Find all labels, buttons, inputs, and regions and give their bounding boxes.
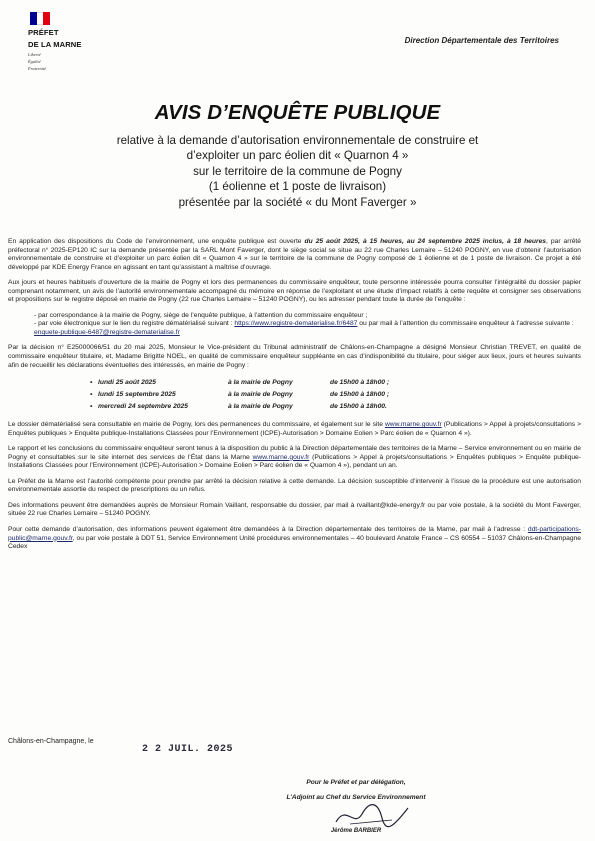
prefet-line-1: PRÉFET — [28, 28, 59, 37]
signature-delegation: Pour le Préfet et par délégation, — [306, 779, 406, 786]
permanence-schedule — [8, 377, 581, 413]
schedule-row: • mercredi 24 septembre 2025 à la mairie de Pogny de 15h00 à 18h00. — [8, 401, 581, 413]
paragraph-authority: Le Préfet de la Marne est l’autorité compétente pour prendre par arrêté la décision relative à cette demande. La décision susceptible d’intervenir à l’issue de la procédure est une autorisation environnementale assortie du respect de prescriptions ou un refus. — [8, 477, 581, 494]
prefet-logo — [28, 12, 118, 71]
signature-role: L’Adjoint au Chef du Service Environnement — [286, 794, 426, 801]
schedule-row: • lundi 25 août 2025 à la mairie de Pogny de 15h00 à 18h00 ; — [8, 377, 581, 389]
motto-fraternite: Fraternité — [28, 65, 47, 71]
bullet-dot-icon: • — [90, 403, 93, 411]
notice-body — [8, 238, 581, 559]
motto-liberte: Liberté — [28, 51, 41, 57]
bullet-electronic: - par voie électronique sur le lien du registre dématérialisé suivant : https://www.registre-dematerialise.fr/6487 ou par mail à l’attention du commissaire enquêteur à l’adresse suivante : enquete-publique-6487@registre-dematerialise.fr — [34, 320, 574, 336]
paragraph-commissioner: Par la décision n° E25000066/51 du 20 mai 2025, Monsieur le Vice-président du Tribunal administratif de Châlons-en-Champagne a désigné Monsieur Christian TREVET, en qualité de commissaire enquêteur titulaire, et, Madame Brigitte NOEL, en qualité de commissaire enquêteur suppléante en cas d’indisponibilité du titulaire, pour siéger aux lieux, jours et heures suivants afin de recueillir les déclarations éventuelles des intéressés, en mairie de Pogny : — [8, 344, 581, 369]
subtitle-line-2: d’exploiter un parc éolien dit « Quarnon 4 » — [186, 149, 409, 163]
marne-gouv-link[interactable]: www.marne.gouv.fr — [384, 421, 442, 429]
registre-email-link[interactable]: enquete-publique-6487@registre-dematerialise.fr — [34, 328, 180, 336]
ddt-email-link[interactable]: ddt-participations-public@marne.gouv.fr — [8, 526, 581, 542]
handwritten-signature — [332, 800, 412, 830]
bullet-dot-icon: • — [90, 379, 93, 387]
signatory-name: Jérôme BARBIER — [330, 828, 382, 834]
direction-header: Direction Départementale des Territoires — [404, 36, 559, 45]
subtitle-line-3: sur le territoire de la commune de Pogny — [193, 164, 402, 178]
paragraph-consultation: Aux jours et heures habituels d’ouverture de la mairie de Pogny et lors des permanences du commissaire enquêteur, toute personne intéressée pourra consulter l’intégralité du dossier papier comprenant notamment, un avis de l’autorité environnementale accompagné du mémoire en réponse de l’exploitant et une étude d’impact relatifs à cette requête et consigner ses observations et propositions sur le registre déposé en mairie de Pogny (22 rue Charles Lemaire – 51240 POGNY), ou les adresser pendant toute la durée de l’enquête : — [8, 279, 581, 304]
paragraph-contact: Des informations peuvent être demandées auprès de Monsieur Romain Vaillant, responsable du dossier, par mail à rvaillant@kde-energy.fr ou par voie postale, à la société du Mont Faverger, située 22 rue Charles Lemaire – 51240 POGNY. — [8, 501, 581, 518]
registre-link[interactable]: https://www.registre-dematerialise.fr/6487 — [234, 320, 358, 328]
submission-methods — [8, 312, 581, 338]
paragraph-online-file: Le dossier dématérialisé sera consultable en mairie de Pogny, lors des permanences du commissaire, et également sur le site www.marne.gouv.fr (Publications > Appel à projets/consultations > Enquêtes publiques > Enquête publique-Installations Classées pour l’Environnement (ICPE)-Autorisation > Domaine Eolien > Parc éolien de « Quarnon 4 »). — [8, 421, 582, 437]
date-stamp: 2 2 JUIL. 2025 — [142, 744, 234, 755]
tricolor-flag-icon — [30, 12, 50, 25]
bullet-correspondence: - par correspondance à la mairie de Pogny, siège de l’enquête publique, à l’attention du commissaire enquêteur ; — [34, 311, 368, 319]
enquiry-dates: du 25 août 2025, à 15 heures, au 24 septembre 2025 inclus, à 18 heures — [304, 238, 547, 245]
bullet-dot-icon: • — [90, 391, 93, 399]
prefet-line-2: DE LA MARNE — [28, 40, 82, 50]
subtitle-line-5: présentée par la société « du Mont Faverger » — [178, 195, 417, 209]
marne-gouv-link[interactable]: www.marne.gouv.fr — [252, 453, 310, 461]
place-date-label: Châlons-en-Champagne, le — [8, 738, 94, 745]
page-title: AVIS D’ENQUÊTE PUBLIQUE — [154, 101, 441, 124]
subtitle — [0, 133, 595, 210]
motto-egalite: Égalité — [28, 58, 41, 64]
schedule-row: • lundi 15 septembre 2025 à la mairie de Pogny de 15h00 à 18h00 ; — [8, 389, 581, 401]
subtitle-line-1: relative à la demande d’autorisation environnementale de construire et — [116, 134, 479, 147]
paragraph-opening: En application des dispositions du Code de l’environnement, une enquête publique est ouverte du 25 août 2025, à 15 heures, au 24 septembre 2025 inclus, à 18 heures, par arrêté préfectoral n° 2025-EP120 IC sur la demande présentée par la SARL Mont Faverger, dont le siège social se situe au 22 rue Charles Lemaire – 51240 POGNY, en vue d’obtenir l’autorisation environnementale de construire et d’exploiter un parc éolien dit « Quarnon 4 » sur le territoire de la commune de Pogny composé de 1 éolienne et de 1 poste de livraison. Ce projet a été développé par KDE Energy France en agissant en tant qu’assistant à maîtrise d’ouvrage. — [8, 238, 582, 271]
paragraph-report: Le rapport et les conclusions du commissaire enquêteur seront tenus à la disposition du public à la Direction départementale des territoires de la Marne – Service environnement ou en mairie de Pogny et consultables sur le site internet des services de l’État dans la Marne www.marne.gouv.fr (Publications > Appel à projets/consultations > Enquêtes publiques > Enquête publique-Installations Classées pour l’Environnement (ICPE)-Autorisation > Domaine Eolien > Parc éolien de « Quarnon 4 »), pendant un an. — [8, 445, 581, 470]
paragraph-ddt-contact: Pour cette demande d’autorisation, des informations peuvent également être demandées à la Direction départementale des territoires de la Marne, par mail à l’adresse : ddt-participations-public@marne.gouv.fr, ou par voie postale à DDT 51, Service Environnement Unité procédures environnementales – 40 boulevard Anatole France – CS 60554 – 51037 Châlons-en-Champagne Cedex — [8, 526, 581, 551]
subtitle-line-4: (1 éolienne et 1 poste de livraison) — [208, 180, 387, 194]
